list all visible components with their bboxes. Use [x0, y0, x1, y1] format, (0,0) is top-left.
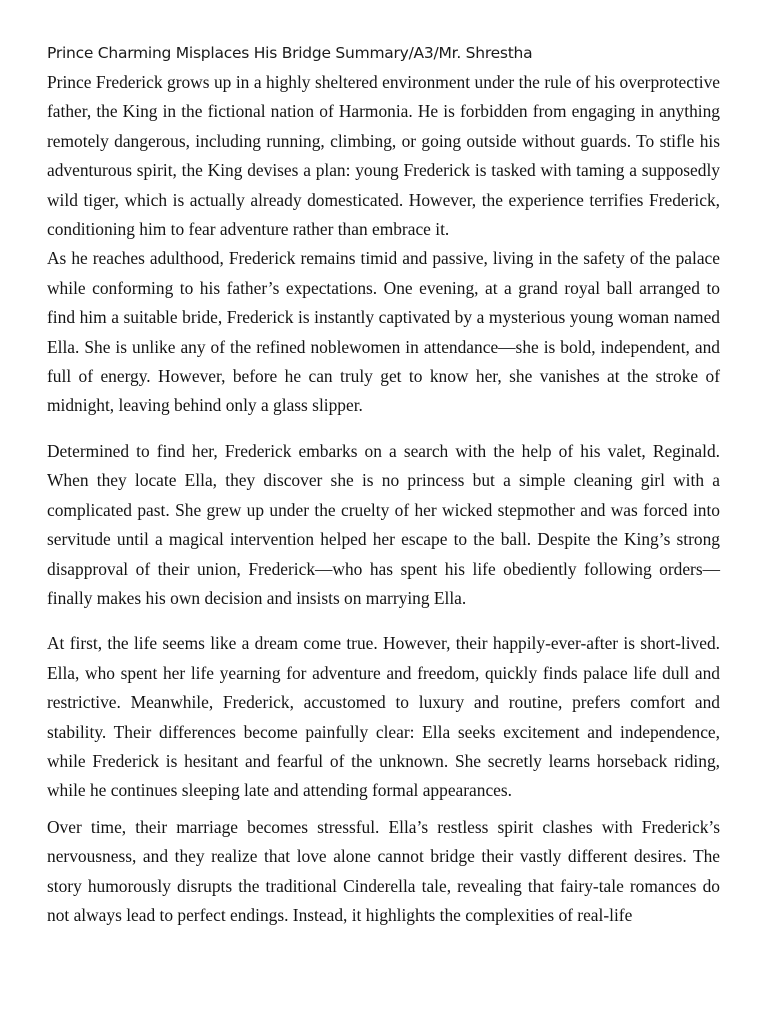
paragraph-1: Prince Frederick grows up in a highly sheltered environment under the rule of his overprotective father, the King in the fictional nation of Harmonia. He is forbidden from engaging in anything remotely dangerous, including running, climbing, or going outside without guards. To stifle his adventurous spirit, the King devises a plan: young Frederick is tasked with taming a supposedly wild tiger, which is actually already domesticated. However, the experience terrifies Frederick, conditioning him to fear adventure rather than embrace it. — [47, 72, 720, 240]
document-title: Prince Charming Misplaces His Bridge Summary/A3/Mr. Shrestha — [47, 44, 533, 62]
paragraph-5: Over time, their marriage becomes stressful. Ella’s restless spirit clashes with Frederick’s nervousness, and they realize that love alone cannot bridge their vastly different desires. The story humorously disrupts the traditional Cinderella tale, revealing that fairy-tale romances do not always lead to perfect endings. Instead, it highlights the complexities of real-life — [47, 816, 720, 925]
paragraph-4: At first, the life seems like a dream come true. However, their happily-ever-after is short-lived. Ella, who spent her life yearning for adventure and freedom, quickly finds palace life dull and restrictive. Meanwhile, Frederick, accustomed to luxury and routine, prefers comfort and stability. Their differences become painfully clear: Ella seeks excitement and independence, while Frederick is hesitant and fearful of the unknown. She secretly learns horseback riding, while he continues sleeping late and attending formal appearances. — [47, 633, 720, 801]
document-page — [47, 40, 720, 930]
paragraph-3: Determined to find her, Frederick embarks on a search with the help of his valet, Reginald. When they locate Ella, they discover she is no princess but a simple cleaning girl with a complicated past. She grew up under the cruelty of her wicked stepmother and was forced into servitude until a magical intervention helped her escape to the ball. Despite the King’s strong disapproval of their union, Frederick—who has spent his life obediently following orders—finally makes his own decision and insists on marrying Ella. — [47, 440, 720, 608]
paragraph-2: As he reaches adulthood, Frederick remains timid and passive, living in the safety of the palace while conforming to his father’s expectations. One evening, at a grand royal ball arranged to find him a suitable bride, Frederick is instantly captivated by a mysterious young woman named Ella. She is unlike any of the refined noblewomen in attendance—she is bold, independent, and full of energy. However, before he can truly get to know her, she vanishes at the stroke of midnight, leaving behind only a glass slipper. — [47, 248, 720, 416]
